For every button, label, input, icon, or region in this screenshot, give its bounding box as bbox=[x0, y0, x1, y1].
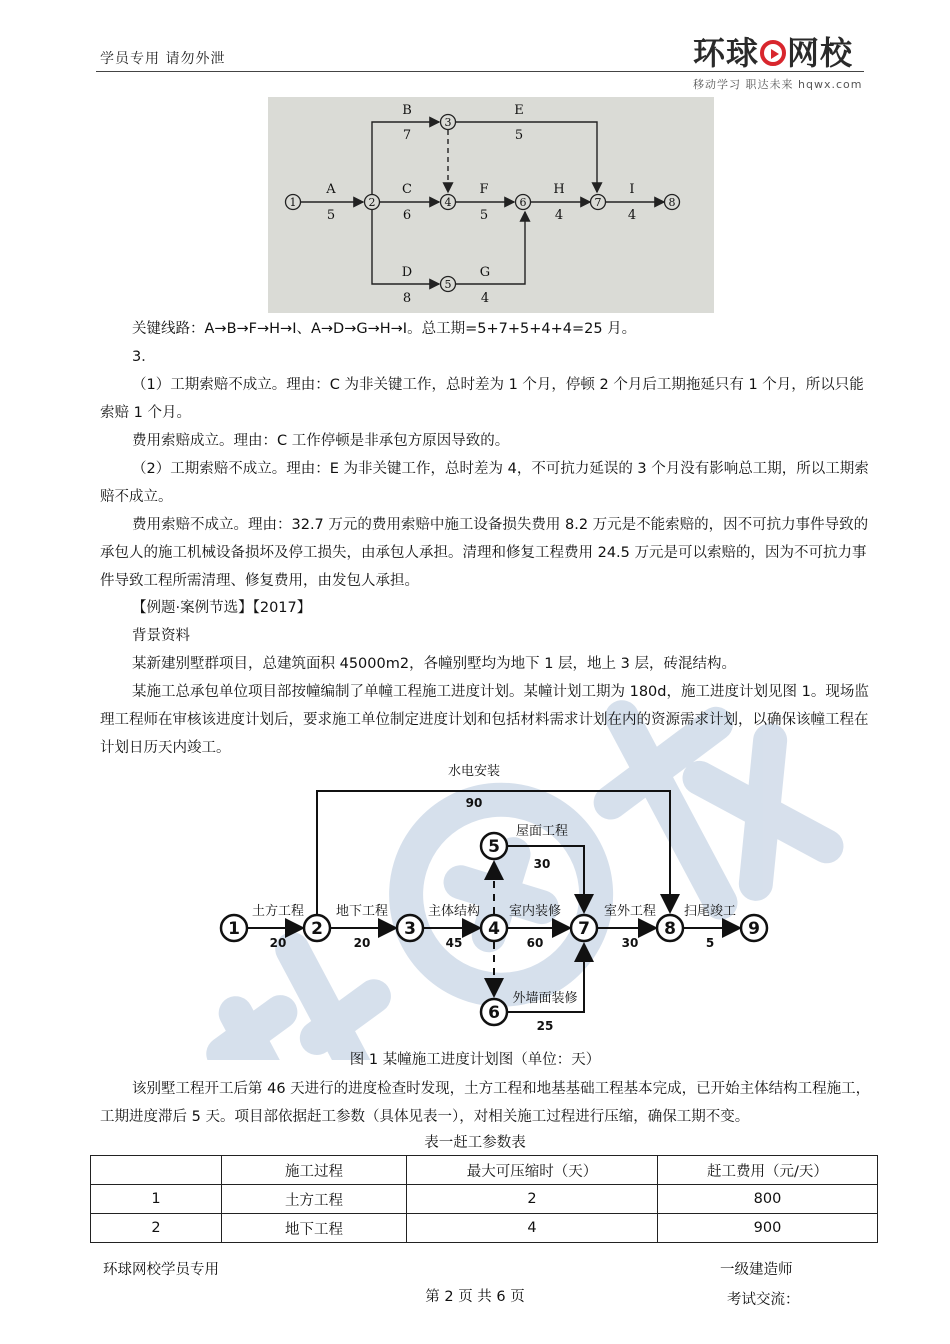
fig1-node-label: 2 bbox=[368, 196, 376, 209]
fig1-edge-e bbox=[456, 122, 597, 192]
logo bbox=[693, 28, 853, 74]
fig2-edge-name: 室外工程 bbox=[603, 904, 657, 919]
header-notice: 学员专用 请勿外泄 bbox=[100, 51, 226, 67]
fig1-edge-duration: 7 bbox=[402, 128, 412, 143]
network-diagram-1 bbox=[268, 97, 714, 313]
fig1-edge-name: F bbox=[479, 182, 489, 197]
fig1-node-label: 1 bbox=[289, 196, 297, 209]
table-row bbox=[91, 1214, 878, 1243]
footer-exchange: 考试交流： bbox=[727, 1292, 800, 1308]
progress-paragraph: 该别墅工程开工后第 46 天进行的进度检查时发现，土方工程和地基基础工程基本完成，已开始主体结构工程施工，工期进度滞后 5 天。项目部依据赶工参数（具体见表一），对相关施工过程进行压缩，确保工期不变。 bbox=[100, 1081, 871, 1125]
fig2-node-label: 5 bbox=[488, 837, 500, 857]
fig2-edge-name: 土方工程 bbox=[251, 904, 305, 919]
table-title: 表一赶工参数表 bbox=[424, 1135, 526, 1151]
fig2-edge-duration: 30 bbox=[533, 857, 551, 871]
fig1-edge-duration: 4 bbox=[554, 208, 564, 223]
fig1-edge-name: B bbox=[402, 103, 412, 118]
fig2-edge-name: 扫尾竣工 bbox=[683, 904, 737, 919]
fig1-node-label: 6 bbox=[519, 196, 527, 209]
background-paragraph: 某新建别墅群项目，总建筑面积 45000m2，各幢别墅均为地下 1 层，地上 3 层，砖混结构。 bbox=[132, 656, 736, 672]
table-cell: 900 bbox=[658, 1214, 878, 1243]
table-cell: 地下工程 bbox=[222, 1214, 407, 1243]
table-header-cell bbox=[91, 1156, 222, 1185]
fig2-node-label: 3 bbox=[404, 919, 416, 939]
logo-text-before: 环球 bbox=[693, 34, 760, 72]
table-header-row bbox=[91, 1156, 878, 1185]
logo-text-after: 网校 bbox=[787, 34, 854, 72]
table-cell: 4 bbox=[407, 1214, 658, 1243]
background-heading: 背景资料 bbox=[132, 628, 190, 644]
fig2-edge-duration: 30 bbox=[621, 936, 639, 950]
fig2-node-label: 2 bbox=[311, 919, 323, 939]
table-cell: 1 bbox=[91, 1185, 222, 1214]
network-diagram-1-svg bbox=[268, 97, 714, 313]
fig2-edge-duration: 45 bbox=[445, 936, 463, 950]
fig2-edge-name: 水电安装 bbox=[447, 764, 501, 779]
fig1-edge-name: I bbox=[629, 182, 635, 197]
fig1-edge-name: C bbox=[402, 182, 412, 197]
header-divider bbox=[96, 71, 864, 72]
table-row bbox=[91, 1185, 878, 1214]
fig2-edge-name: 外墙面装修 bbox=[512, 991, 578, 1006]
fig2-edge-duration: 25 bbox=[536, 1019, 554, 1033]
table-cell: 2 bbox=[91, 1214, 222, 1243]
section-number: 3． bbox=[132, 349, 156, 365]
fig1-edge-duration: 4 bbox=[480, 291, 490, 306]
fig2-node-label: 6 bbox=[488, 1003, 500, 1023]
table-header-cell: 赶工费用（元/天） bbox=[658, 1156, 878, 1185]
fig2-edge-name: 室内装修 bbox=[508, 904, 562, 919]
logo-slogan: 移动学习 职达未来 hqwx.com bbox=[693, 78, 863, 91]
fig1-edge-duration: 8 bbox=[402, 291, 412, 306]
logo-play-icon bbox=[760, 40, 786, 66]
figure-caption: 图 1 某幢施工进度计划图（单位：天） bbox=[349, 1052, 601, 1068]
fig1-edge-duration: 5 bbox=[479, 208, 489, 223]
schedule-network-diagram bbox=[210, 758, 770, 1038]
answer-paragraph: 费用索赔成立。理由：C 工作停顿是非承包方原因导致的。 bbox=[132, 433, 510, 449]
fig1-edge-name: E bbox=[514, 103, 524, 118]
fig1-edge-name: D bbox=[401, 265, 413, 280]
fig1-edge-name: G bbox=[479, 265, 491, 280]
answer-paragraph: （2）工期索赔不成立。理由：E 为非关键工作，总时差为 4，不可抗力延误的 3 个月没有影响总工期，所以工期索赔不成立。 bbox=[100, 461, 869, 505]
table-cell: 800 bbox=[658, 1185, 878, 1214]
fig1-node-label: 7 bbox=[594, 196, 602, 209]
fig1-node-label: 4 bbox=[444, 196, 452, 209]
fig2-node-label: 1 bbox=[228, 919, 240, 939]
fig1-edge-duration: 4 bbox=[627, 208, 637, 223]
crash-parameter-table bbox=[90, 1155, 878, 1243]
fig2-node-label: 8 bbox=[664, 919, 676, 939]
background-paragraph: 某施工总承包单位项目部按幢编制了单幢工程施工进度计划。某幢计划工期为 180d，施工进度计划见图 1。现场监理工程师在审核该进度计划后，要求施工单位制定进度计划和包括材料需求计划在内的资源需求计划，以确保该幢工程在计划日历天内竣工。 bbox=[100, 684, 869, 756]
example-heading: 【例题·案例节选】【2017】 bbox=[132, 600, 312, 616]
critical-path-text: 关键线路：A→B→F→H→I、A→D→G→H→I。总工期=5+7+5+4+4=25 月。 bbox=[132, 321, 637, 337]
page-number: 第 2 页 共 6 页 bbox=[425, 1289, 525, 1305]
fig2-node-label: 7 bbox=[578, 919, 590, 939]
fig1-node-label: 3 bbox=[444, 116, 452, 129]
table-header-cell: 最大可压缩时（天） bbox=[407, 1156, 658, 1185]
fig1-edge-name: H bbox=[553, 182, 565, 197]
fig1-edge-duration: 6 bbox=[402, 208, 412, 223]
fig2-edge-name: 主体结构 bbox=[427, 904, 481, 919]
fig1-edge-g bbox=[456, 212, 525, 284]
fig2-edge-duration: 60 bbox=[526, 936, 544, 950]
fig1-edge-duration: 5 bbox=[326, 208, 336, 223]
fig2-edge-duration: 90 bbox=[465, 796, 483, 810]
fig1-edge-duration: 5 bbox=[514, 128, 524, 143]
table-cell: 2 bbox=[407, 1185, 658, 1214]
table-header-cell: 施工过程 bbox=[222, 1156, 407, 1185]
fig2-edge-duration: 20 bbox=[269, 936, 287, 950]
answer-paragraph: 费用索赔不成立。理由：32.7 万元的费用索赔中施工设备损失费用 8.2 万元是不能索赔的，因不可抗力事件导致的承包人的施工机械设备损坏及停工损失，由承包人承担。清理和修复工程费用 24.5 万元是可以索赔的，因为不可抗力事件导致工程所需清理、修复费用，由发包人承担。 bbox=[100, 517, 869, 589]
answer-paragraph: （1）工期索赔不成立。理由：C 为非关键工作，总时差为 1 个月，停顿 2 个月后工期拖延只有 1 个月，所以只能索赔 1 个月。 bbox=[100, 377, 864, 421]
table-cell: 土方工程 bbox=[222, 1185, 407, 1214]
footer-left: 环球网校学员专用 bbox=[103, 1262, 219, 1278]
fig2-edge-name: 地下工程 bbox=[335, 904, 389, 919]
fig1-node-label: 5 bbox=[444, 278, 452, 291]
fig2-node-label: 4 bbox=[488, 919, 500, 939]
fig1-edge-name: A bbox=[326, 182, 336, 197]
fig2-edge-duration: 20 bbox=[353, 936, 371, 950]
fig2-edge-duration: 5 bbox=[705, 936, 715, 950]
fig2-edge-roofing bbox=[508, 846, 584, 912]
fig1-node-label: 8 bbox=[668, 196, 676, 209]
footer-exam-name: 一级建造师 bbox=[720, 1262, 793, 1278]
fig2-edge-name: 屋面工程 bbox=[515, 824, 569, 839]
fig2-node-label: 9 bbox=[748, 919, 760, 939]
